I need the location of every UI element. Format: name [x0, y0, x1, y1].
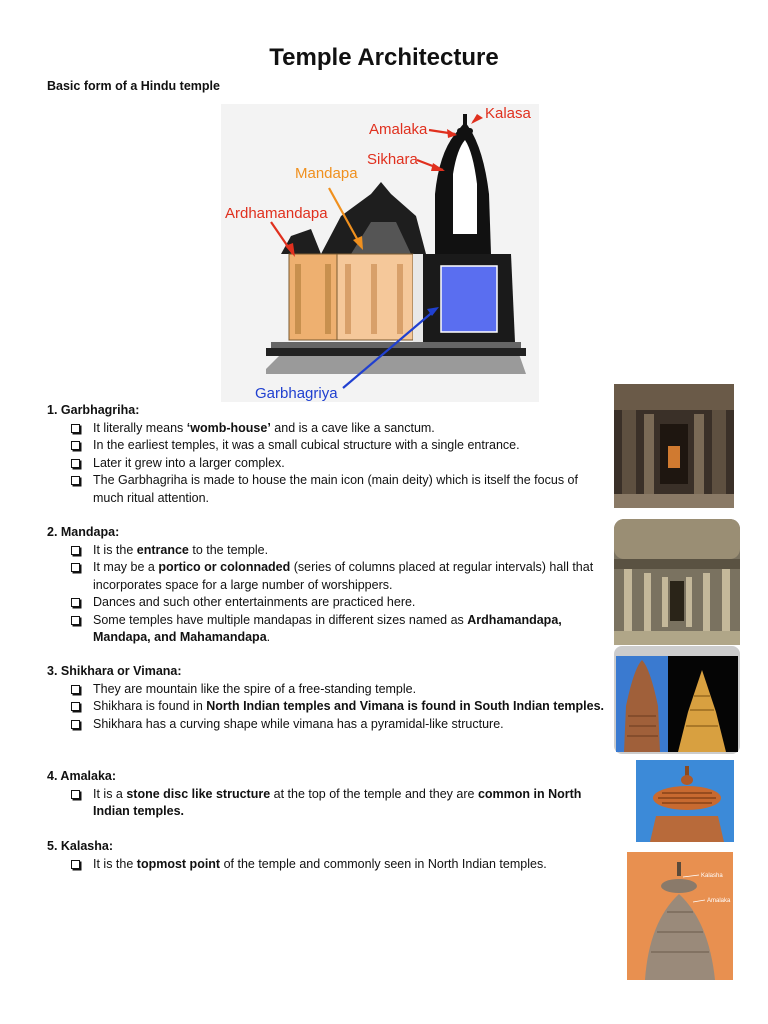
bullet-list	[47, 681, 607, 734]
section-mandapa	[47, 524, 607, 647]
bullet-list	[47, 856, 607, 874]
garbhagriya-fill	[441, 266, 497, 332]
text-run: to the temple.	[188, 542, 269, 557]
bullet-item	[47, 594, 607, 612]
bold-text: North Indian temples and Vimana is found in South Indian temples.	[206, 699, 604, 713]
label-ardhamandapa: Ardhamandapa	[225, 205, 328, 222]
photo-mandapa	[614, 519, 740, 645]
temple-diagram	[221, 104, 539, 402]
text-run: at the top of the temple and they are	[270, 786, 478, 801]
text-run: of the temple and commonly seen in North Indian temples.	[220, 856, 547, 871]
photo-amalaka	[636, 760, 734, 842]
label-mandapa: Mandapa	[295, 165, 358, 182]
bold-text: ‘womb-house’	[186, 420, 271, 435]
label-sikhara: Sikhara	[367, 151, 418, 168]
photo-kalasha	[627, 852, 733, 980]
text-run: It may be a	[93, 560, 159, 574]
label-kalasa: Kalasa	[485, 105, 531, 122]
text-run: Dances and such other entertainments are practiced here.	[93, 595, 416, 609]
section-heading: 1. Garbhagriha:	[47, 403, 140, 417]
bullet-item	[47, 472, 607, 507]
section-heading: 3. Shikhara or Vimana:	[47, 664, 182, 678]
page-title: Temple Architecture	[269, 44, 499, 71]
text-run: It is a	[93, 786, 127, 801]
bullet-item	[47, 559, 607, 594]
section-heading: 2. Mandapa:	[47, 525, 120, 539]
section-heading: 5. Kalasha:	[47, 839, 114, 853]
bullet-item	[47, 698, 607, 716]
bullet-item	[47, 612, 607, 647]
label-amalaka: Amalaka	[369, 121, 428, 138]
temple-diagram-svg	[221, 104, 539, 402]
photo-shikhara-vimana	[614, 646, 740, 754]
bold-text: common in North Indian temples.	[93, 786, 582, 818]
bullet-item	[47, 856, 607, 874]
photo-label-amalaka: Amalaka	[707, 898, 731, 904]
text-run: and is a cave like a sanctum.	[270, 420, 435, 435]
bold-text: stone disc like structure	[126, 786, 271, 801]
section-shikhara	[47, 663, 607, 733]
text-run: They are mountain like the spire of a free-standing temple.	[93, 681, 417, 696]
bullet-item	[47, 437, 607, 455]
text-run: It is the	[93, 542, 137, 557]
bold-text: topmost point	[136, 856, 221, 871]
bullet-item	[47, 420, 607, 438]
text-run: In the earliest temples, it was a small cubical structure with a single entrance.	[93, 438, 520, 452]
section-garbhagriha	[47, 402, 607, 507]
photo-label-kalasha: Kalasha	[701, 873, 723, 879]
bold-text: Ardhamandapa, Mandapa, and Mahamandapa	[93, 612, 562, 644]
section-kalasha	[47, 838, 607, 873]
bullet-item	[47, 716, 607, 734]
label-garbhagriya: Garbhagriya	[255, 385, 338, 402]
text-run: (series of columns placed at regular intervals) hall that incorporates space for a large number of worshippers.	[93, 560, 594, 592]
text-run: The Garbhagriha is made to house the main icon (main deity) which is itself the focus of much ritual attention.	[93, 473, 578, 505]
bullet-list	[47, 786, 607, 821]
section-heading: 4. Amalaka:	[47, 769, 117, 783]
bold-text: portico or colonnaded	[158, 560, 291, 574]
bullet-item	[47, 786, 607, 821]
bullet-list	[47, 542, 607, 647]
text-run: Some temples have multiple mandapas in different sizes named as	[93, 612, 468, 627]
text-run: It literally means	[93, 420, 187, 435]
bullet-list	[47, 420, 607, 508]
text-run: It is the	[93, 856, 137, 871]
bullet-item	[47, 455, 607, 473]
bullet-item	[47, 542, 607, 560]
bold-text: entrance	[136, 542, 189, 557]
page-subtitle: Basic form of a Hindu temple	[47, 79, 220, 93]
text-run: Later it grew into a larger complex.	[93, 455, 285, 470]
text-run: Shikhara is found in	[93, 699, 207, 713]
bullet-item	[47, 681, 607, 699]
text-run: .	[266, 630, 271, 644]
photo-garbhagriha	[614, 384, 734, 508]
section-amalaka	[47, 768, 607, 821]
text-run: Shikhara has a curving shape while vimana has a pyramidal-like structure.	[93, 716, 504, 731]
